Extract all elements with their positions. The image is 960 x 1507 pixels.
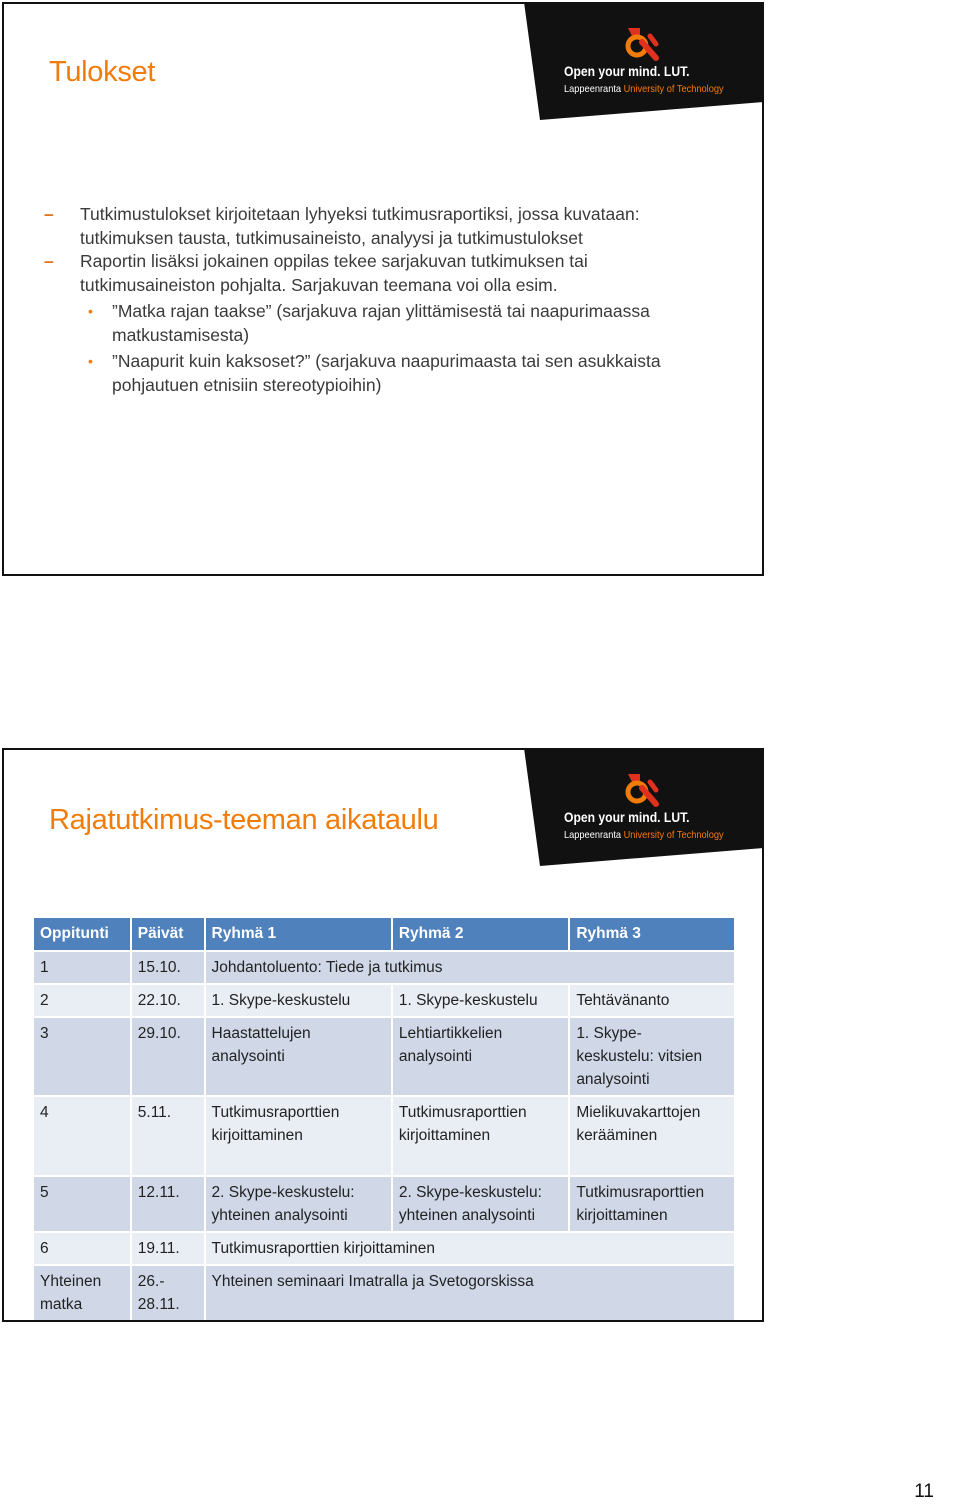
- schedule-table: [32, 916, 736, 1322]
- sub-list-item-line: pohjautuen etnisiin stereotypioihin): [112, 374, 382, 395]
- cell-line: analysointi: [576, 1071, 650, 1088]
- logo-university-prefix: Lappeenranta: [564, 829, 622, 841]
- cell-line: matka: [40, 1296, 83, 1313]
- ampersand-logo-icon: [620, 768, 662, 810]
- column-header: Päivät: [131, 917, 205, 951]
- table-header-row: [33, 917, 735, 951]
- cell-line: Tutkimusraporttien: [398, 1104, 527, 1121]
- sub-list-item: [44, 350, 734, 397]
- cell-line: yhteinen analysointi: [211, 1207, 348, 1224]
- bullet-marker: •: [88, 353, 93, 369]
- list-item-line: tutkimusaineiston pohjalta. Sarjakuvan teemana voi olla esim.: [80, 274, 558, 295]
- table-cell: [205, 1176, 392, 1232]
- slide-tulokset: [2, 2, 764, 576]
- table-cell: Johdantoluento: Tiede ja tutkimus: [205, 951, 735, 984]
- dash-marker: –: [44, 204, 54, 224]
- table-cell: 6: [33, 1232, 131, 1265]
- cell-line: 26.-: [137, 1273, 165, 1290]
- logo-university-prefix: Lappeenranta: [564, 83, 622, 95]
- cell-line: 2. Skype-keskustelu:: [398, 1184, 542, 1201]
- slide-title: Rajatutkimus-teeman aikataulu: [49, 804, 439, 836]
- cell-line: Lehtiartikkelien: [398, 1025, 503, 1042]
- table-cell: 5.11.: [131, 1096, 205, 1176]
- table-cell: 22.10.: [131, 984, 205, 1017]
- dash-marker: –: [44, 251, 54, 271]
- cell-line: kirjoittaminen: [398, 1127, 491, 1144]
- cell-line: Tutkimusraporttien: [576, 1184, 705, 1201]
- table-cell: [205, 1096, 392, 1176]
- cell-line: Tutkimusraporttien: [211, 1104, 340, 1121]
- table-row: [33, 951, 735, 984]
- slide-content: [44, 203, 734, 397]
- table-cell: Tutkimusraporttien kirjoittaminen: [205, 1232, 735, 1265]
- cell-line: 2. Skype-keskustelu:: [211, 1184, 355, 1201]
- cell-line: analysointi: [398, 1048, 473, 1065]
- cell-line: kirjoittaminen: [576, 1207, 668, 1224]
- table-cell: [131, 1265, 205, 1321]
- logo-slogan: Open your mind. LUT.: [564, 64, 690, 79]
- table-row: [33, 1176, 735, 1232]
- table-cell: 2: [33, 984, 131, 1017]
- table-cell: [33, 1265, 131, 1321]
- ampersand-logo-icon: [620, 22, 662, 64]
- cell-line: Mielikuvakarttojen: [576, 1104, 701, 1121]
- cell-line: 28.11.: [137, 1296, 180, 1313]
- table-cell: [392, 1096, 569, 1176]
- lut-logo-banner: [524, 748, 764, 866]
- table-cell: 29.10.: [131, 1017, 205, 1096]
- lut-logo-banner: [524, 2, 764, 120]
- sub-list-item-line: matkustamisesta): [112, 324, 250, 345]
- cell-line: keskustelu: vitsien: [576, 1048, 703, 1065]
- table-row: [33, 1265, 735, 1321]
- table-cell: 4: [33, 1096, 131, 1176]
- list-item-line: Raportin lisäksi jokainen oppilas tekee sarjakuvan tutkimuksen tai: [80, 251, 588, 271]
- table-cell: [569, 1176, 735, 1232]
- logo-slogan: Open your mind. LUT.: [564, 810, 690, 825]
- sub-list-item: [44, 300, 734, 347]
- slide-title: Tulokset: [49, 56, 156, 88]
- slide-aikataulu: [2, 748, 764, 1322]
- table-cell: [569, 1096, 735, 1176]
- table-cell: [392, 1017, 569, 1096]
- logo-university-suffix: University of Technology: [623, 83, 724, 95]
- column-header: Oppitunti: [33, 917, 131, 951]
- table-cell: 19.11.: [131, 1232, 205, 1265]
- table-cell: 12.11.: [131, 1176, 205, 1232]
- list-item: [44, 203, 734, 250]
- column-header: Ryhmä 3: [569, 917, 735, 951]
- table-row: [33, 1096, 735, 1176]
- column-header: Ryhmä 2: [392, 917, 569, 951]
- table-cell: [205, 1017, 392, 1096]
- bullet-marker: •: [88, 303, 93, 319]
- table-row: [33, 984, 735, 1017]
- table-cell: 1. Skype-keskustelu: [392, 984, 569, 1017]
- logo-university-name: [564, 83, 724, 95]
- logo-university-name: [564, 829, 724, 841]
- list-item: [44, 250, 734, 297]
- sub-list-item-line: ”Naapurit kuin kaksoset?” (sarjakuva naapurimaasta tai sen asukkaista: [112, 351, 661, 371]
- table-cell: 5: [33, 1176, 131, 1232]
- table-cell: 15.10.: [131, 951, 205, 984]
- logo-university-suffix: University of Technology: [623, 829, 724, 841]
- table-cell: 1: [33, 951, 131, 984]
- cell-line: Yhteinen: [40, 1273, 102, 1290]
- table-cell: 1. Skype-keskustelu: [205, 984, 392, 1017]
- table-cell: Tehtävänanto: [569, 984, 735, 1017]
- table-row: [33, 1232, 735, 1265]
- table-cell: [392, 1176, 569, 1232]
- cell-line: 1. Skype-: [576, 1025, 642, 1042]
- list-item-line: tutkimuksen tausta, tutkimusaineisto, analyysi ja tutkimustulokset: [80, 227, 583, 248]
- table-cell: 3: [33, 1017, 131, 1096]
- cell-line: Haastattelujen: [211, 1025, 311, 1042]
- cell-line: kerääminen: [576, 1127, 658, 1144]
- cell-line: kirjoittaminen: [211, 1127, 303, 1144]
- table-row: [33, 1017, 735, 1096]
- table-cell: Yhteinen seminaari Imatralla ja Svetogorskissa: [205, 1265, 735, 1321]
- cell-line: yhteinen analysointi: [398, 1207, 536, 1224]
- column-header: Ryhmä 1: [205, 917, 392, 951]
- cell-line: analysointi: [211, 1048, 285, 1065]
- page-number: 11: [914, 1481, 934, 1502]
- sub-list-item-line: ”Matka rajan taakse” (sarjakuva rajan ylittämisestä tai naapurimaassa: [112, 301, 650, 321]
- table-cell: [569, 1017, 735, 1096]
- list-item-line: Tutkimustulokset kirjoitetaan lyhyeksi tutkimusraportiksi, jossa kuvataan:: [80, 204, 640, 224]
